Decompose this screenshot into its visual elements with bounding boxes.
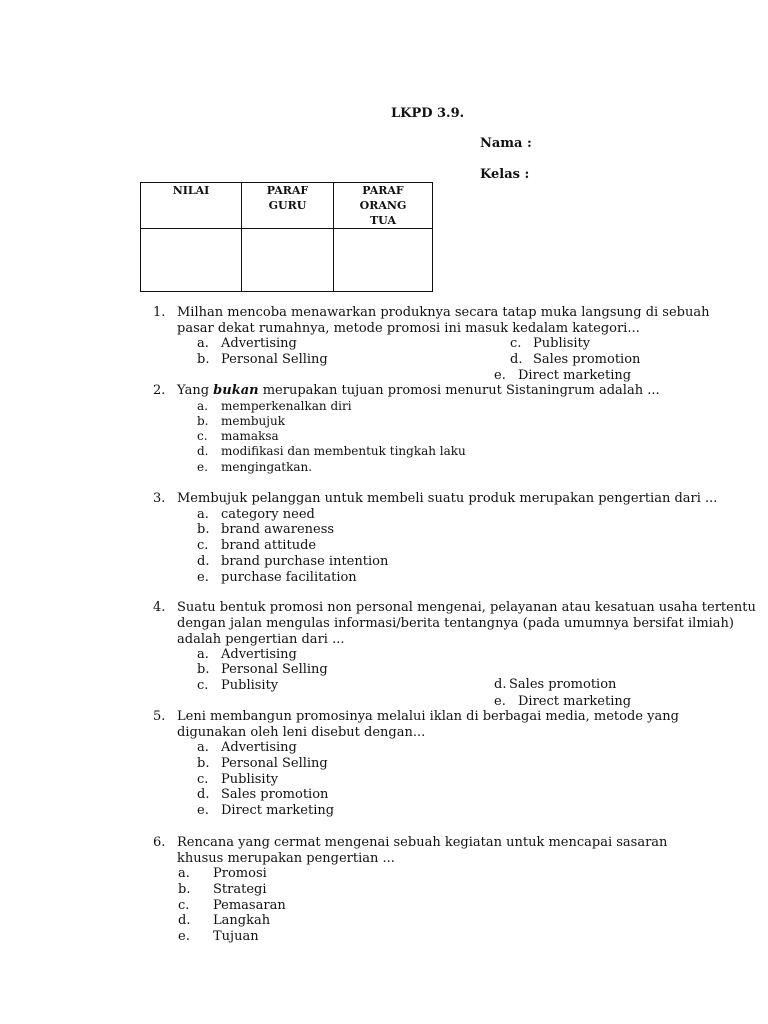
question-text-line: Milhan mencoba menawarkan produknya secara tatap muka langsung di sebuah [177, 305, 710, 320]
emphasis-word: bukan [213, 383, 259, 398]
option-letter: b. [197, 662, 210, 677]
option-text: Personal Selling [221, 756, 328, 771]
option-letter: c. [510, 336, 522, 351]
option-letter: a. [197, 507, 209, 522]
option-text: Direct marketing [518, 368, 632, 383]
option-text: Advertising [221, 336, 297, 351]
option-text: modifikasi dan membentuk tingkah laku [221, 444, 466, 458]
grade-table [140, 182, 433, 292]
option-letter: e. [178, 929, 190, 944]
option-text: brand purchase intention [221, 554, 389, 569]
grade-table-header-row [141, 183, 433, 229]
option-letter: b. [197, 756, 210, 771]
option-letter: b. [197, 522, 210, 537]
header-paraf-guru: PARAF GURU [242, 183, 334, 229]
option-letter: a. [197, 336, 209, 351]
option-text: Direct marketing [221, 803, 335, 818]
option-letter: d. [197, 787, 210, 802]
header-paraf-orang-tua: PARAF ORANG TUA [334, 183, 433, 229]
option-text: category need [221, 507, 315, 522]
option-letter: c. [178, 898, 190, 913]
option-text: Advertising [221, 647, 297, 662]
option-text: Personal Selling [221, 662, 328, 677]
grade-table-value-row [141, 229, 433, 292]
option-letter: c. [197, 678, 209, 693]
option-text: Direct marketing [518, 694, 632, 709]
option-letter: b. [197, 352, 210, 367]
question-text-line: Suatu bentuk promosi non personal mengenai, pelayanan atau kesatuan usaha tertentu [177, 600, 756, 615]
option-letter: e. [197, 803, 209, 818]
question-text-line: Rencana yang cermat mengenai sebuah kegiatan untuk mencapai sasaran [177, 835, 668, 850]
question-text-line: pasar dekat rumahnya, metode promosi ini masuk kedalam kategori... [177, 321, 640, 336]
question-text-line: digunakan oleh leni disebut dengan... [177, 725, 426, 740]
option-letter: d. [510, 352, 523, 367]
option-text: Promosi [213, 866, 267, 881]
option-letter: e. [197, 460, 208, 474]
option-letter: c. [197, 772, 209, 787]
option-text: Publisity [221, 772, 279, 787]
question-text-line: Leni membangun promosinya melalui iklan di berbagai media, metode yang [177, 709, 679, 724]
option-text: Publisity [221, 678, 279, 693]
option-letter: b. [178, 882, 191, 897]
option-letter: e. [494, 694, 506, 709]
option-letter: e. [494, 368, 506, 383]
question-text-line: dengan jalan mengulas informasi/berita tentangnya (pada umumnya bersifat ilmiah) [177, 616, 735, 631]
kelas-label: Kelas : [480, 167, 530, 182]
option-letter: c. [197, 429, 208, 443]
question-text: Yang bukan merupakan tujuan promosi menurut Sistaningrum adalah ... [177, 383, 660, 398]
option-letter: a. [178, 866, 190, 881]
option-letter: e. [197, 570, 209, 585]
option-text: membujuk [221, 414, 285, 428]
option-text: Sales promotion [509, 677, 617, 692]
option-letter: d. [178, 913, 191, 928]
paraf-orang-tua-cell [334, 229, 433, 292]
page-title: LKPD 3.9. [391, 106, 465, 121]
option-text: Pemasaran [213, 898, 286, 913]
option-letter: a. [197, 647, 209, 662]
question-number: 4. [153, 600, 166, 615]
option-text: Personal Selling [221, 352, 328, 367]
option-letter: a. [197, 740, 209, 755]
question-text-line: khusus merupakan pengertian ... [177, 851, 395, 866]
option-text: Langkah [213, 913, 271, 928]
option-text: Sales promotion [533, 352, 641, 367]
option-text: mengingatkan. [221, 460, 313, 474]
question-number: 1. [153, 305, 166, 320]
option-letter: c. [197, 538, 209, 553]
option-letter: d. [494, 677, 507, 692]
nama-label: Nama : [480, 136, 532, 151]
option-letter: b. [197, 414, 209, 428]
header-nilai: NILAI [141, 183, 242, 229]
paraf-guru-cell [242, 229, 334, 292]
option-letter: d. [197, 444, 209, 458]
option-text: Tujuan [213, 929, 259, 944]
option-letter: a. [197, 399, 208, 413]
option-text: brand awareness [221, 522, 335, 537]
option-text: Publisity [533, 336, 591, 351]
nilai-cell [141, 229, 242, 292]
question-text-line: Membujuk pelanggan untuk membeli suatu produk merupakan pengertian dari ... [177, 491, 718, 506]
question-number: 5. [153, 709, 166, 724]
option-letter: d. [197, 554, 210, 569]
option-text: mamaksa [221, 429, 279, 443]
option-text: memperkenalkan diri [221, 399, 352, 413]
option-text: brand attitude [221, 538, 317, 553]
option-text: Sales promotion [221, 787, 329, 802]
question-number: 3. [153, 491, 166, 506]
question-text-line: adalah pengertian dari ... [177, 632, 345, 647]
option-text: Advertising [221, 740, 297, 755]
question-number: 6. [153, 835, 166, 850]
question-number: 2. [153, 383, 166, 398]
option-text: purchase facilitation [221, 570, 357, 585]
option-text: Strategi [213, 882, 267, 897]
